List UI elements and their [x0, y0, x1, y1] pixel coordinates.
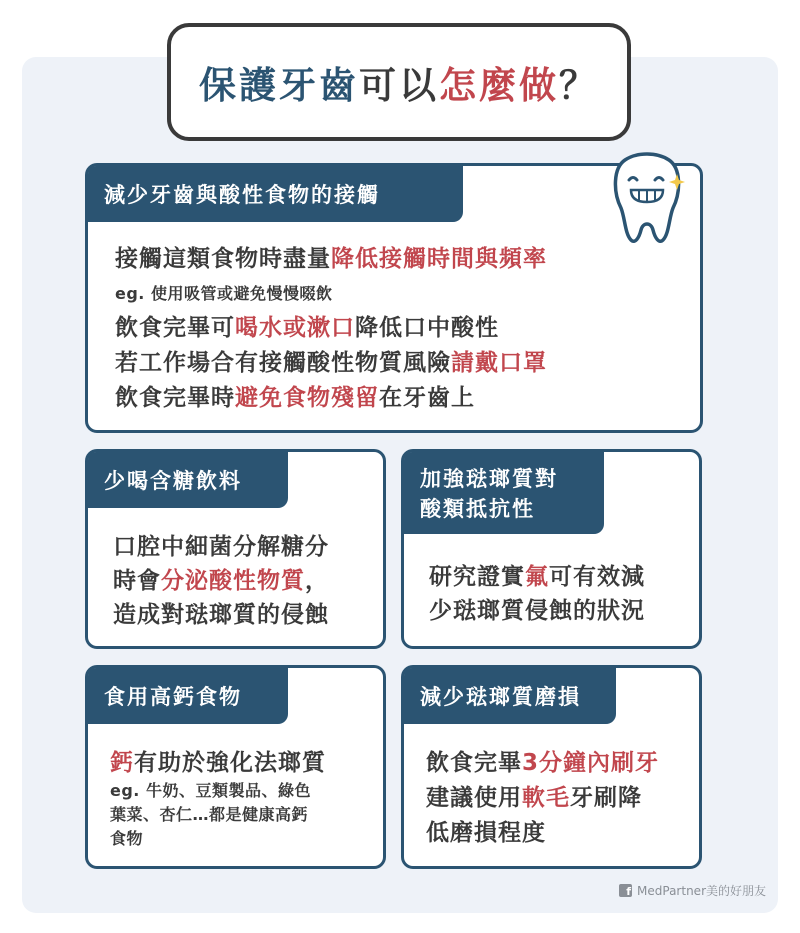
- text-segment: 飲食完畢可: [115, 315, 235, 341]
- page-title: [167, 23, 631, 141]
- highlight-text: 降低接觸時間與頻率: [331, 246, 547, 272]
- title-part-how: 怎麼做: [439, 64, 559, 107]
- text-segment: 有助於強化法瑯質: [134, 750, 326, 776]
- card-high-calcium-food-line-4: 食物: [110, 829, 144, 848]
- card-reduce-acid-contact-line-4: [115, 344, 547, 377]
- card-reduce-acid-contact-line-1: [115, 240, 547, 273]
- highlight-text: 軟毛: [522, 785, 570, 811]
- text-segment: 若工作場合有接觸酸性物質風險: [115, 350, 451, 376]
- card-reduce-acid-contact-header: 減少牙齒與酸性食物的接觸: [88, 166, 463, 222]
- highlight-text: 鈣: [110, 750, 134, 776]
- card-reduce-enamel-wear-line-1: [426, 744, 659, 777]
- card-high-calcium-food: [85, 665, 386, 869]
- card-reduce-enamel-wear-line-3: 低磨損程度: [426, 820, 546, 846]
- footer-credit-text: MedPartner美的好朋友: [637, 884, 766, 898]
- card-less-sugary-drinks-line-1: 口腔中細菌分解糖分: [113, 534, 329, 560]
- highlight-text: 避免食物殘留: [235, 385, 379, 411]
- card-reduce-acid-contact-line-3: [115, 309, 499, 342]
- card-high-calcium-food-header: 食用高鈣食物: [88, 668, 288, 724]
- card-high-calcium-food-line-3: 葉菜、杏仁…都是健康高鈣: [110, 805, 309, 824]
- card-enamel-acid-resistance: [401, 449, 702, 649]
- text-segment: 可有效減: [549, 564, 645, 590]
- card-less-sugary-drinks: [85, 449, 386, 649]
- text-segment: 研究證實: [429, 564, 525, 590]
- card-reduce-enamel-wear-line-2: [426, 779, 642, 812]
- card-enamel-acid-resistance-line-2: 少琺瑯質侵蝕的狀況: [429, 598, 645, 624]
- title-part-protect-teeth: 保護牙齒: [199, 64, 359, 107]
- tooth-mascot-icon: [607, 150, 687, 245]
- card-high-calcium-food-line-1: [110, 744, 326, 777]
- highlight-text: 3分鐘內刷牙: [522, 750, 660, 776]
- card-less-sugary-drinks-line-3: 造成對琺瑯質的侵蝕: [113, 602, 329, 628]
- text-segment: 降低口中酸性: [355, 315, 499, 341]
- header-line: 酸類抵抗性: [420, 497, 535, 521]
- text-segment: ，: [305, 568, 329, 594]
- card-enamel-acid-resistance-header: [404, 452, 604, 534]
- card-high-calcium-food-line-2: eg. 牛奶、豆類製品、綠色: [110, 781, 311, 800]
- highlight-text: 分泌酸性物質: [161, 568, 305, 594]
- facebook-icon: f: [619, 884, 632, 897]
- text-segment: 在牙齒上: [379, 385, 475, 411]
- card-reduce-enamel-wear: [401, 665, 702, 869]
- card-less-sugary-drinks-header: 少喝含糖飲料: [88, 452, 288, 508]
- card-reduce-acid-contact-line-2: eg. 使用吸管或避免慢慢啜飲: [115, 284, 333, 303]
- highlight-text: 喝水或漱口: [235, 315, 355, 341]
- text-segment: 飲食完畢: [426, 750, 522, 776]
- text-segment: 建議使用: [426, 785, 522, 811]
- text-segment: 牙刷降: [570, 785, 642, 811]
- card-less-sugary-drinks-line-2: [113, 562, 329, 595]
- title-part-can: 可以: [359, 64, 439, 107]
- highlight-text: 氟: [525, 564, 549, 590]
- card-reduce-acid-contact-line-5: [115, 379, 475, 412]
- card-enamel-acid-resistance-line-1: [429, 558, 645, 591]
- highlight-text: 請戴口罩: [451, 350, 547, 376]
- footer-credit: [619, 882, 766, 899]
- header-line: 加強琺瑯質對: [420, 467, 558, 491]
- card-reduce-enamel-wear-header: 減少琺瑯質磨損: [404, 668, 616, 724]
- text-segment: 時會: [113, 568, 161, 594]
- title-part-question-mark: ？: [559, 64, 599, 107]
- text-segment: 飲食完畢時: [115, 385, 235, 411]
- text-segment: 接觸這類食物時盡量: [115, 246, 331, 272]
